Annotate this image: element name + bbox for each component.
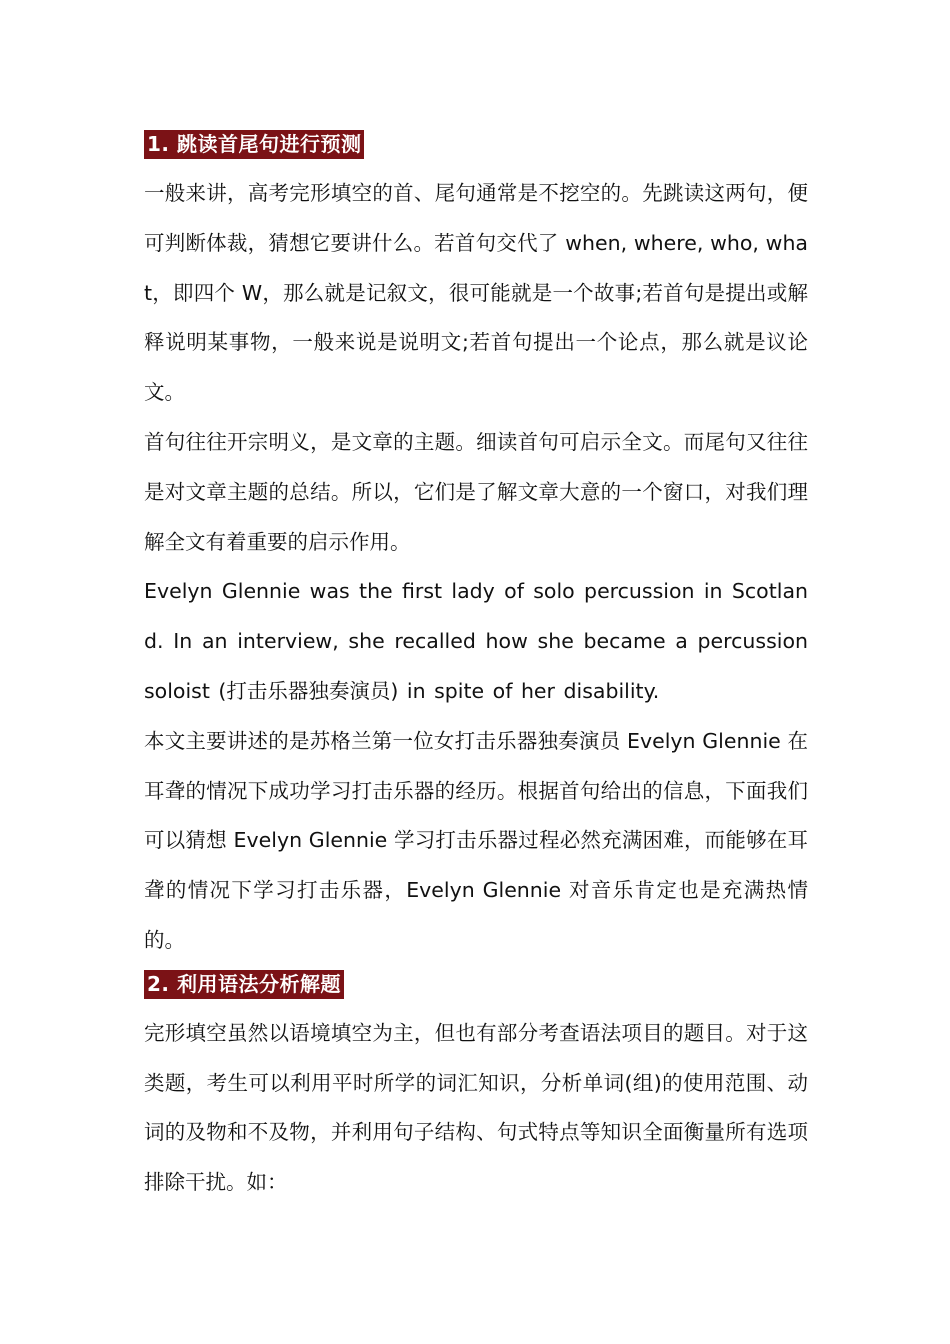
section-heading-2: 2. 利用语法分析解题	[144, 970, 344, 999]
document-content	[144, 130, 808, 1208]
section-heading-1: 1. 跳读首尾句进行预测	[144, 130, 364, 159]
paragraph-first-sentence-theme: 首句往往开宗明义，是文章的主题。细读首句可启示全文。而尾句又往往是对文章主题的总结。所以，它们是了解文章大意的一个窗口，对我们理解全文有着重要的启示作用。	[144, 429, 808, 554]
paragraph-example-analysis: 本文主要讲述的是苏格兰第一位女打击乐器独奏演员 Evelyn Glennie 在耳聋的情况下成功学习打击乐器的经历。根据首句给出的信息，下面我们可以猜想 Evelyn Glennie 学习打击乐器过程必然充满困难，而能够在耳聋的情况下学习打击乐器，Evelyn Glennie 对音乐肯定也是充满热情的。	[144, 728, 808, 952]
paragraph-genre-prediction: 一般来讲，高考完形填空的首、尾句通常是不挖空的。先跳读这两句，便可判断体裁，猜想它要讲什么。若首句交代了 when, where, who, what，即四个 W，那么就是记叙文，很可能就是一个故事;若首句是提出或解释说明某事物，一般来说是说明文;若首句提出一个论点，那么就是议论文。	[144, 181, 808, 405]
paragraph-grammar-analysis: 完形填空虽然以语境填空为主，但也有部分考查语法项目的题目。对于这类题，考生可以利用平时所学的词汇知识，分析单词(组)的使用范围、动词的及物和不及物，并利用句子结构、句式特点等知识全面衡量所有选项排除干扰。如：	[144, 1020, 808, 1195]
paragraph-example-english: Evelyn Glennie was the first lady of solo percussion in Scotland. In an interview, she recalled how she became a percussion soloist (打击乐器独奏演员) in spite of her disability.	[144, 579, 808, 703]
